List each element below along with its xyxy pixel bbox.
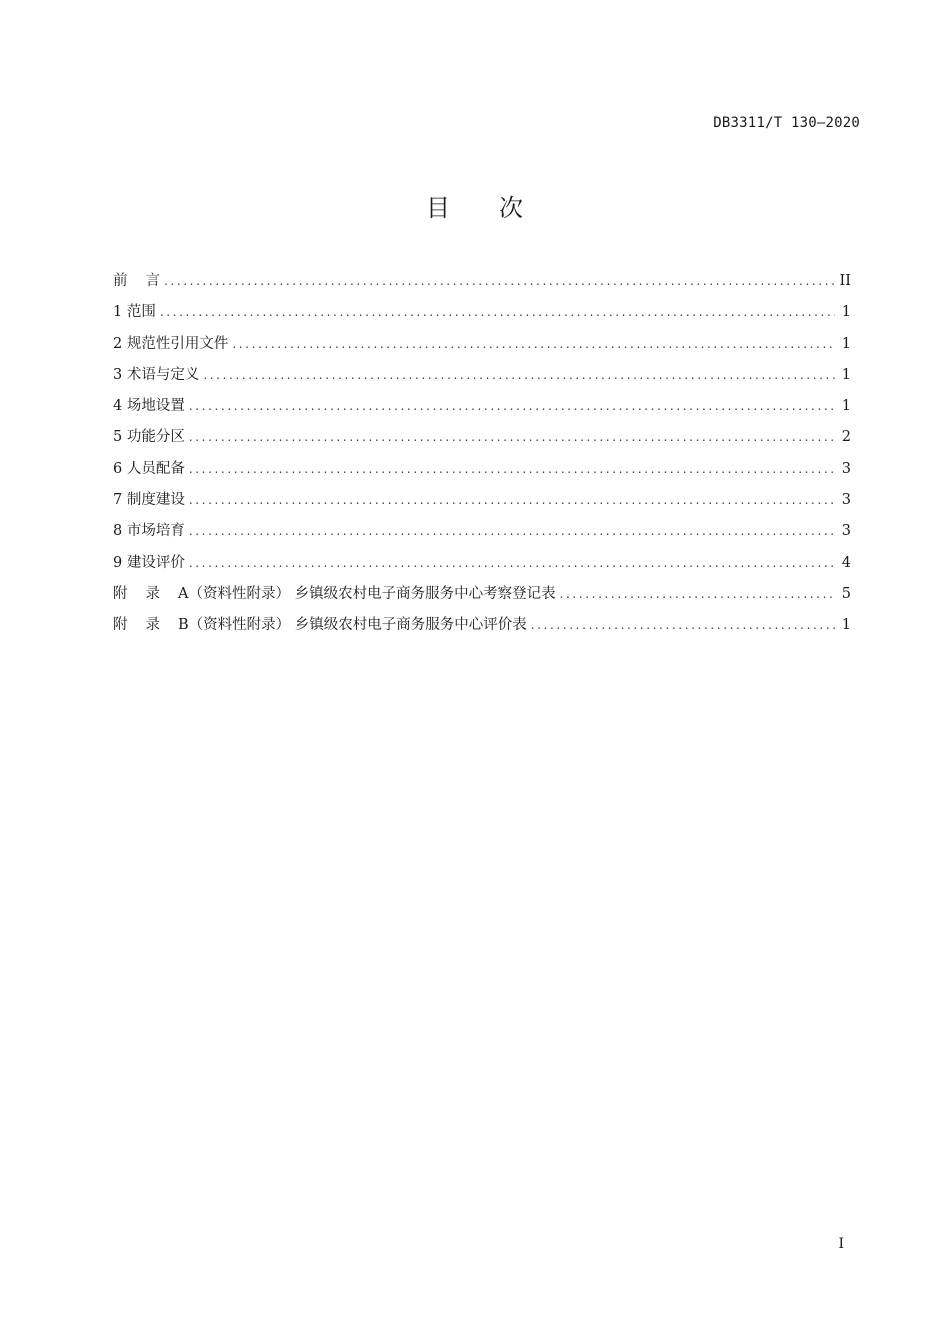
toc-item-page: 1: [841, 398, 851, 415]
toc-item-functional-zones[interactable]: [113, 422, 851, 453]
toc-leader-dots: [189, 422, 835, 453]
page-title: [0, 188, 950, 223]
table-of-contents: [113, 266, 851, 642]
toc-item-label: 6 人员配备: [113, 460, 185, 477]
toc-item-page: 2: [841, 429, 851, 446]
toc-item-page: 3: [841, 492, 851, 509]
toc-leader-dots: [531, 610, 835, 641]
toc-item-label: 附 录 A（资料性附录） 乡镇级农村电子商务服务中心考察登记表: [113, 585, 556, 602]
toc-item-page: 1: [841, 335, 851, 352]
toc-item-page: 1: [841, 304, 851, 321]
toc-item-page: 1: [841, 617, 851, 634]
toc-item-appendix-a[interactable]: [113, 579, 851, 610]
toc-item-appendix-b[interactable]: [113, 610, 851, 641]
toc-item-staffing[interactable]: [113, 454, 851, 485]
toc-leader-dots: [189, 454, 835, 485]
toc-leader-dots: [203, 360, 835, 391]
toc-leader-dots: [560, 579, 835, 610]
toc-item-page: 3: [841, 523, 851, 540]
document-code: DB3311/T 130—2020: [713, 115, 860, 131]
toc-item-scope[interactable]: [113, 297, 851, 328]
toc-item-system-construction[interactable]: [113, 485, 851, 516]
toc-item-label: 3 术语与定义: [113, 366, 200, 383]
toc-item-foreword[interactable]: [113, 266, 851, 297]
toc-item-label: 前 言: [113, 273, 160, 289]
toc-item-market-cultivation[interactable]: [113, 516, 851, 547]
toc-item-label: 5 功能分区: [113, 429, 185, 446]
toc-item-terms-definitions[interactable]: [113, 360, 851, 391]
toc-item-label: 2 规范性引用文件: [113, 335, 229, 352]
toc-leader-dots: [189, 391, 835, 422]
toc-leader-dots: [160, 297, 835, 328]
toc-leader-dots: [189, 485, 835, 516]
toc-item-label: 8 市场培育: [113, 523, 185, 540]
title-char-2: 次: [499, 194, 524, 222]
toc-leader-dots: [164, 266, 834, 297]
toc-item-normative-references[interactable]: [113, 329, 851, 360]
toc-item-label: 9 建设评价: [113, 554, 185, 571]
toc-item-page: 1: [841, 366, 851, 383]
toc-item-page: 3: [841, 460, 851, 477]
toc-item-label: 1 范围: [113, 304, 156, 321]
toc-item-page: 5: [841, 585, 851, 602]
toc-leader-dots: [189, 516, 835, 547]
toc-item-label: 附 录 B（资料性附录） 乡镇级农村电子商务服务中心评价表: [113, 617, 527, 634]
toc-item-construction-evaluation[interactable]: [113, 548, 851, 579]
toc-item-site-setup[interactable]: [113, 391, 851, 422]
toc-leader-dots: [232, 329, 835, 360]
page-number: I: [838, 1236, 844, 1252]
toc-item-label: 4 场地设置: [113, 398, 185, 415]
toc-item-page: II: [839, 273, 851, 289]
title-char-1: 目: [426, 194, 451, 222]
toc-item-label: 7 制度建设: [113, 492, 185, 509]
toc-leader-dots: [189, 548, 835, 579]
toc-item-page: 4: [841, 554, 851, 571]
